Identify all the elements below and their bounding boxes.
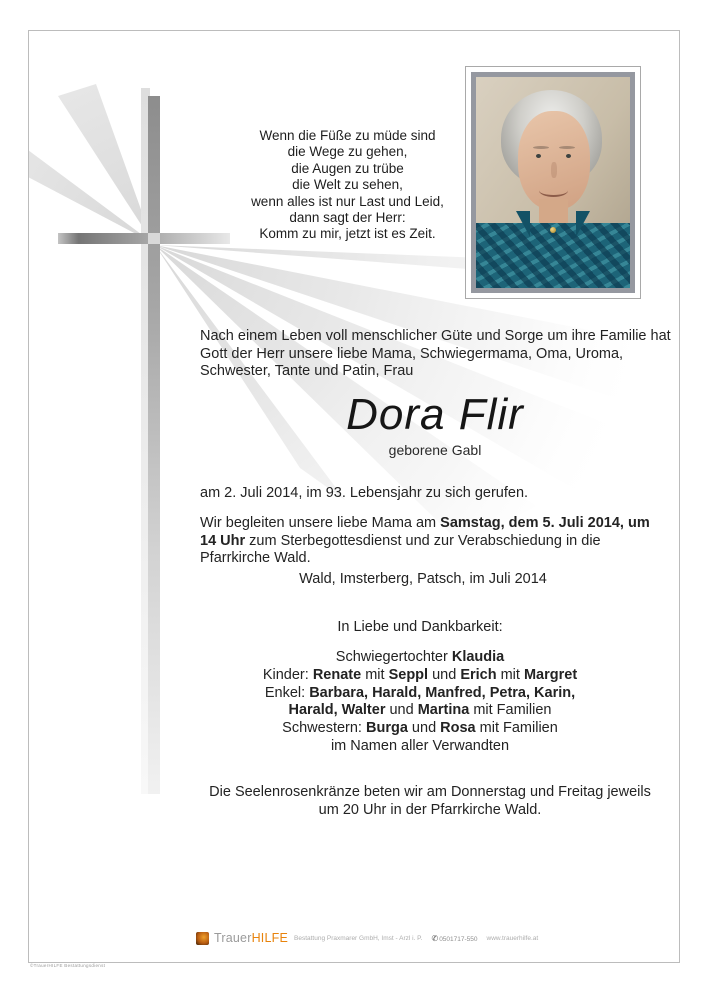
portrait-photo [476, 77, 630, 288]
family-list [160, 649, 680, 756]
portrait-photo-mat [471, 72, 635, 293]
rosary-notice [190, 784, 670, 820]
funeral-home-footer [196, 931, 538, 945]
death-date-line: am 2. Juli 2014, im 93. Lebensjahr zu sich gerufen. [200, 485, 529, 501]
maiden-name: geborene Gabl [388, 442, 482, 458]
family-line: im Namen aller Verwandten [330, 737, 510, 754]
poem-line: Wenn die Füße zu müde sind [259, 128, 436, 143]
phone-number: 0501717-550 [439, 935, 478, 943]
rosary-line: um 20 Uhr in der Pfarrkirche Wald. [318, 801, 542, 818]
phone-line [431, 934, 477, 943]
company-line: Bestattung Praxmarer GmbH, Imst - Arzl i. P. [294, 934, 423, 942]
deceased-name: Dora Flir [346, 390, 524, 439]
family-line: Kinder: Renate mit Seppl und Erich mit Margret [262, 666, 578, 683]
gratitude-heading: In Liebe und Dankbarkeit: [337, 619, 503, 635]
family-line: Harald, Walter und Martina mit Familien [288, 702, 552, 719]
trauerhilfe-logo-icon [196, 932, 209, 945]
funeral-paragraph: Wir begleiten unsere liebe Mama am Samstag, dem 5. Juli 2014, um 14 Uhr zum Sterbegottesdienst und zur Verabschiedung in die Pfarrkirche Wald. [200, 515, 650, 567]
intro-paragraph: Nach einem Leben voll menschlicher Güte und Sorge um ihre Familie hat Gott der Herr unsere liebe Mama, Schwiegermama, Oma, Uroma, Schwester, Tante und Patin, Frau [200, 328, 671, 380]
brand-name: TrauerHILFE [214, 931, 288, 945]
poem-line: Komm zu mir, jetzt ist es Zeit. [259, 226, 436, 242]
family-line: Enkel: Barbara, Harald, Manfred, Petra, Karin, [264, 684, 576, 701]
portrait-face [518, 111, 590, 210]
poem-line: die Welt zu sehen, [292, 177, 403, 193]
poem-line: wenn alles ist nur Last und Leid, [251, 193, 444, 209]
website-link[interactable]: www.trauerhilfe.at [486, 934, 539, 942]
shirt-button [550, 227, 556, 233]
copyright-note: ©TrauerHILFE Bestattungsdienst [30, 963, 106, 968]
deceased-name-block [200, 391, 670, 458]
places-date-line: Wald, Imsterberg, Patsch, im Juli 2014 [299, 571, 547, 587]
family-line: Schwestern: Burga und Rosa mit Familien [282, 720, 558, 737]
poem-line: die Augen zu trübe [291, 160, 404, 176]
rosary-line: Die Seelenrosenkränze beten wir am Donnerstag und Freitag jeweils [209, 784, 651, 800]
poem-line: dann sagt der Herr: [289, 210, 406, 226]
portrait-photo-frame [465, 66, 641, 299]
poem-line: die Wege zu gehen, [287, 144, 408, 160]
portrait-shirt [476, 223, 630, 288]
phone-icon: ✆ [431, 933, 439, 943]
family-line: Schwiegertochter Klaudia [335, 649, 505, 665]
